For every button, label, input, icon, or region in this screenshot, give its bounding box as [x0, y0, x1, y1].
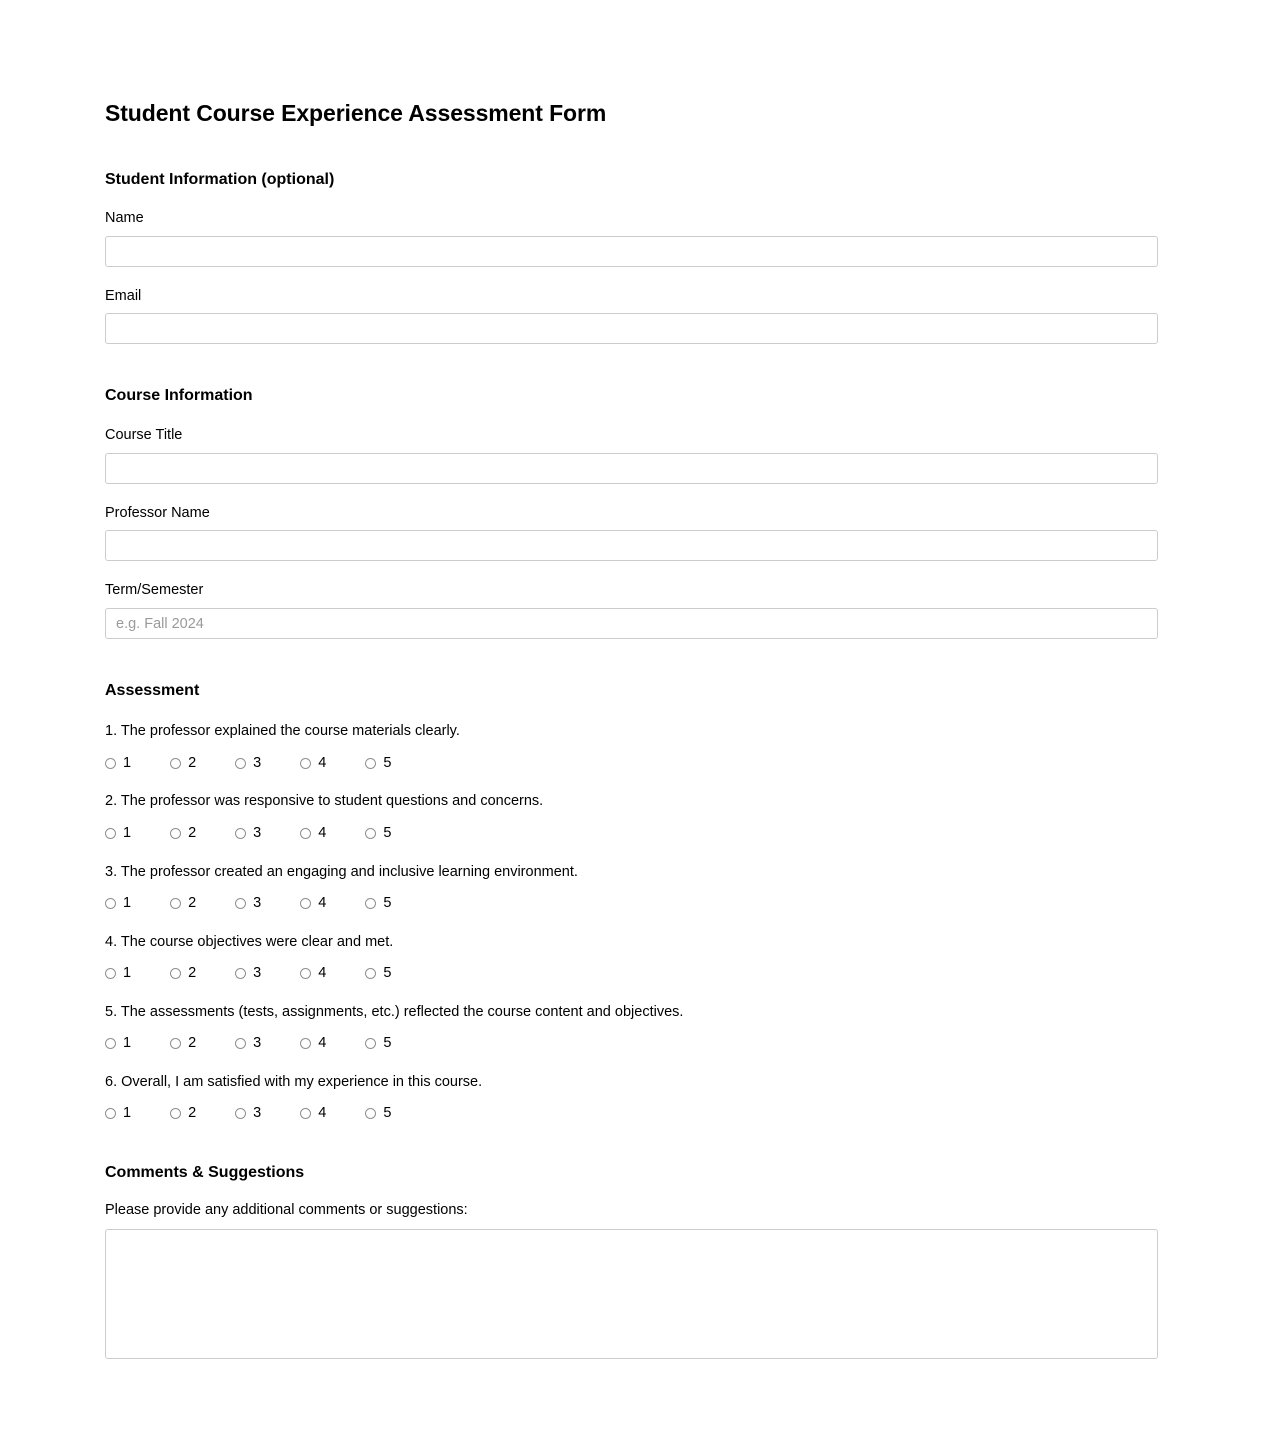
rating-option[interactable] [365, 896, 391, 911]
rating-option-label: 4 [318, 1105, 327, 1122]
field-group-name [105, 209, 1158, 267]
radio-button-icon[interactable] [235, 1038, 246, 1049]
rating-option-label: 1 [123, 965, 132, 982]
label-term-semester: Term/Semester [105, 582, 204, 599]
rating-option[interactable] [235, 826, 261, 841]
radio-button-icon[interactable] [170, 828, 181, 839]
radio-button-icon[interactable] [105, 758, 116, 769]
rating-option-label: 5 [383, 754, 392, 771]
label-professor-name: Professor Name [105, 504, 210, 521]
radio-button-icon[interactable] [105, 828, 116, 839]
rating-option[interactable] [170, 756, 196, 771]
section-heading-course-information: Course Information [105, 387, 253, 405]
page-title: Student Course Experience Assessment Form [105, 100, 607, 126]
assessment-question-list [105, 722, 1158, 1120]
radio-button-icon[interactable] [365, 828, 376, 839]
field-group-term-semester [105, 581, 1158, 639]
rating-option-label: 2 [188, 825, 197, 841]
radio-button-icon[interactable] [365, 758, 376, 769]
rating-option-label: 3 [253, 895, 262, 912]
section-heading-student-information: Student Information (optional) [105, 170, 335, 188]
rating-option[interactable] [300, 896, 326, 911]
assessment-question-text: 4. The course objectives were clear and met. [105, 933, 394, 950]
field-group-course-title [105, 426, 1158, 484]
rating-option[interactable] [235, 966, 261, 981]
label-email: Email [105, 287, 142, 304]
rating-option[interactable] [365, 756, 391, 771]
label-comments: Please provide any additional comments or suggestions: [105, 1201, 468, 1218]
assessment-question-text: 6. Overall, I am satisfied with my experience in this course. [105, 1073, 483, 1090]
assessment-question-text: 3. The professor created an engaging and inclusive learning environment. [105, 863, 578, 880]
rating-option[interactable] [235, 1036, 261, 1051]
radio-button-icon[interactable] [300, 898, 311, 909]
term-semester-input[interactable] [105, 608, 1158, 639]
radio-button-icon[interactable] [170, 898, 181, 909]
rating-option[interactable] [105, 826, 131, 841]
radio-button-icon[interactable] [170, 758, 181, 769]
rating-option-label: 5 [383, 965, 392, 982]
rating-option-label: 4 [318, 965, 327, 982]
rating-option-label: 2 [188, 1035, 197, 1052]
rating-scale [105, 966, 1158, 981]
radio-button-icon[interactable] [365, 968, 376, 979]
rating-option-label: 4 [318, 754, 327, 771]
field-group-professor-name [105, 504, 1158, 562]
rating-option-label: 1 [123, 895, 132, 912]
rating-scale [105, 1106, 1158, 1121]
rating-scale [105, 896, 1158, 911]
assessment-question-text: 5. The assessments (tests, assignments, etc.) reflected the course content and objectives. [105, 1003, 684, 1020]
rating-option[interactable] [300, 826, 326, 841]
radio-button-icon[interactable] [235, 758, 246, 769]
rating-option[interactable] [235, 896, 261, 911]
radio-button-icon[interactable] [365, 898, 376, 909]
radio-button-icon[interactable] [170, 968, 181, 979]
radio-button-icon[interactable] [300, 968, 311, 979]
rating-option[interactable] [300, 756, 326, 771]
rating-option[interactable] [365, 1106, 391, 1121]
radio-button-icon[interactable] [105, 968, 116, 979]
rating-option-label: 2 [188, 895, 197, 912]
rating-option[interactable] [235, 1106, 261, 1121]
radio-button-icon[interactable] [300, 758, 311, 769]
rating-option[interactable] [170, 1106, 196, 1121]
rating-option-label: 1 [123, 1035, 132, 1052]
rating-option-label: 3 [253, 754, 262, 771]
radio-button-icon[interactable] [105, 1108, 116, 1119]
radio-button-icon[interactable] [300, 828, 311, 839]
rating-option-label: 5 [383, 1035, 392, 1052]
section-heading-assessment: Assessment [105, 682, 200, 700]
rating-option[interactable] [300, 966, 326, 981]
rating-scale [105, 756, 1158, 771]
rating-option-label: 1 [123, 1105, 132, 1122]
rating-option[interactable] [170, 1036, 196, 1051]
rating-option[interactable] [170, 826, 196, 841]
radio-button-icon[interactable] [235, 898, 246, 909]
rating-option-label: 2 [188, 754, 197, 771]
rating-option[interactable] [365, 966, 391, 981]
radio-button-icon[interactable] [170, 1108, 181, 1119]
radio-button-icon[interactable] [170, 1038, 181, 1049]
rating-option-label: 5 [383, 825, 392, 841]
radio-button-icon[interactable] [300, 1108, 311, 1119]
rating-option-label: 4 [318, 825, 327, 841]
rating-option[interactable] [170, 896, 196, 911]
rating-option[interactable] [105, 1106, 131, 1121]
rating-option-label: 4 [318, 895, 327, 912]
assessment-question-text: 2. The professor was responsive to student questions and concerns. [105, 793, 544, 810]
rating-option[interactable] [105, 756, 131, 771]
label-course-title: Course Title [105, 426, 183, 443]
radio-button-icon[interactable] [300, 1038, 311, 1049]
rating-option[interactable] [105, 1036, 131, 1051]
rating-option-label: 3 [253, 825, 262, 841]
field-group-email [105, 287, 1158, 345]
professor-name-input[interactable] [105, 530, 1158, 561]
rating-option-label: 3 [253, 965, 262, 982]
radio-button-icon[interactable] [105, 1038, 116, 1049]
rating-option-label: 2 [188, 1105, 197, 1122]
rating-option[interactable] [170, 966, 196, 981]
rating-option-label: 3 [253, 1035, 262, 1052]
radio-button-icon[interactable] [235, 1108, 246, 1119]
radio-button-icon[interactable] [235, 828, 246, 839]
rating-option[interactable] [105, 966, 131, 981]
comments-textarea[interactable] [105, 1229, 1158, 1359]
assessment-question-text: 1. The professor explained the course materials clearly. [105, 723, 460, 740]
rating-option-label: 2 [188, 965, 197, 982]
rating-option[interactable] [300, 1106, 326, 1121]
rating-option-label: 1 [123, 825, 132, 841]
label-name: Name [105, 209, 144, 226]
rating-option-label: 5 [383, 1105, 392, 1122]
radio-button-icon[interactable] [365, 1038, 376, 1049]
rating-scale [105, 1036, 1158, 1051]
rating-option[interactable] [365, 1036, 391, 1051]
rating-option[interactable] [300, 1036, 326, 1051]
course-title-input[interactable] [105, 453, 1158, 484]
radio-button-icon[interactable] [105, 898, 116, 909]
section-heading-comments: Comments & Suggestions [105, 1163, 305, 1181]
email-input[interactable] [105, 313, 1158, 344]
rating-option-label: 3 [253, 1105, 262, 1122]
rating-option[interactable] [235, 756, 261, 771]
radio-button-icon[interactable] [235, 968, 246, 979]
name-input[interactable] [105, 236, 1158, 267]
rating-option-label: 4 [318, 1035, 327, 1052]
rating-scale [105, 826, 1158, 841]
rating-option[interactable] [365, 826, 391, 841]
rating-option[interactable] [105, 896, 131, 911]
rating-option-label: 5 [383, 895, 392, 912]
rating-option-label: 1 [123, 754, 132, 771]
radio-button-icon[interactable] [365, 1108, 376, 1119]
